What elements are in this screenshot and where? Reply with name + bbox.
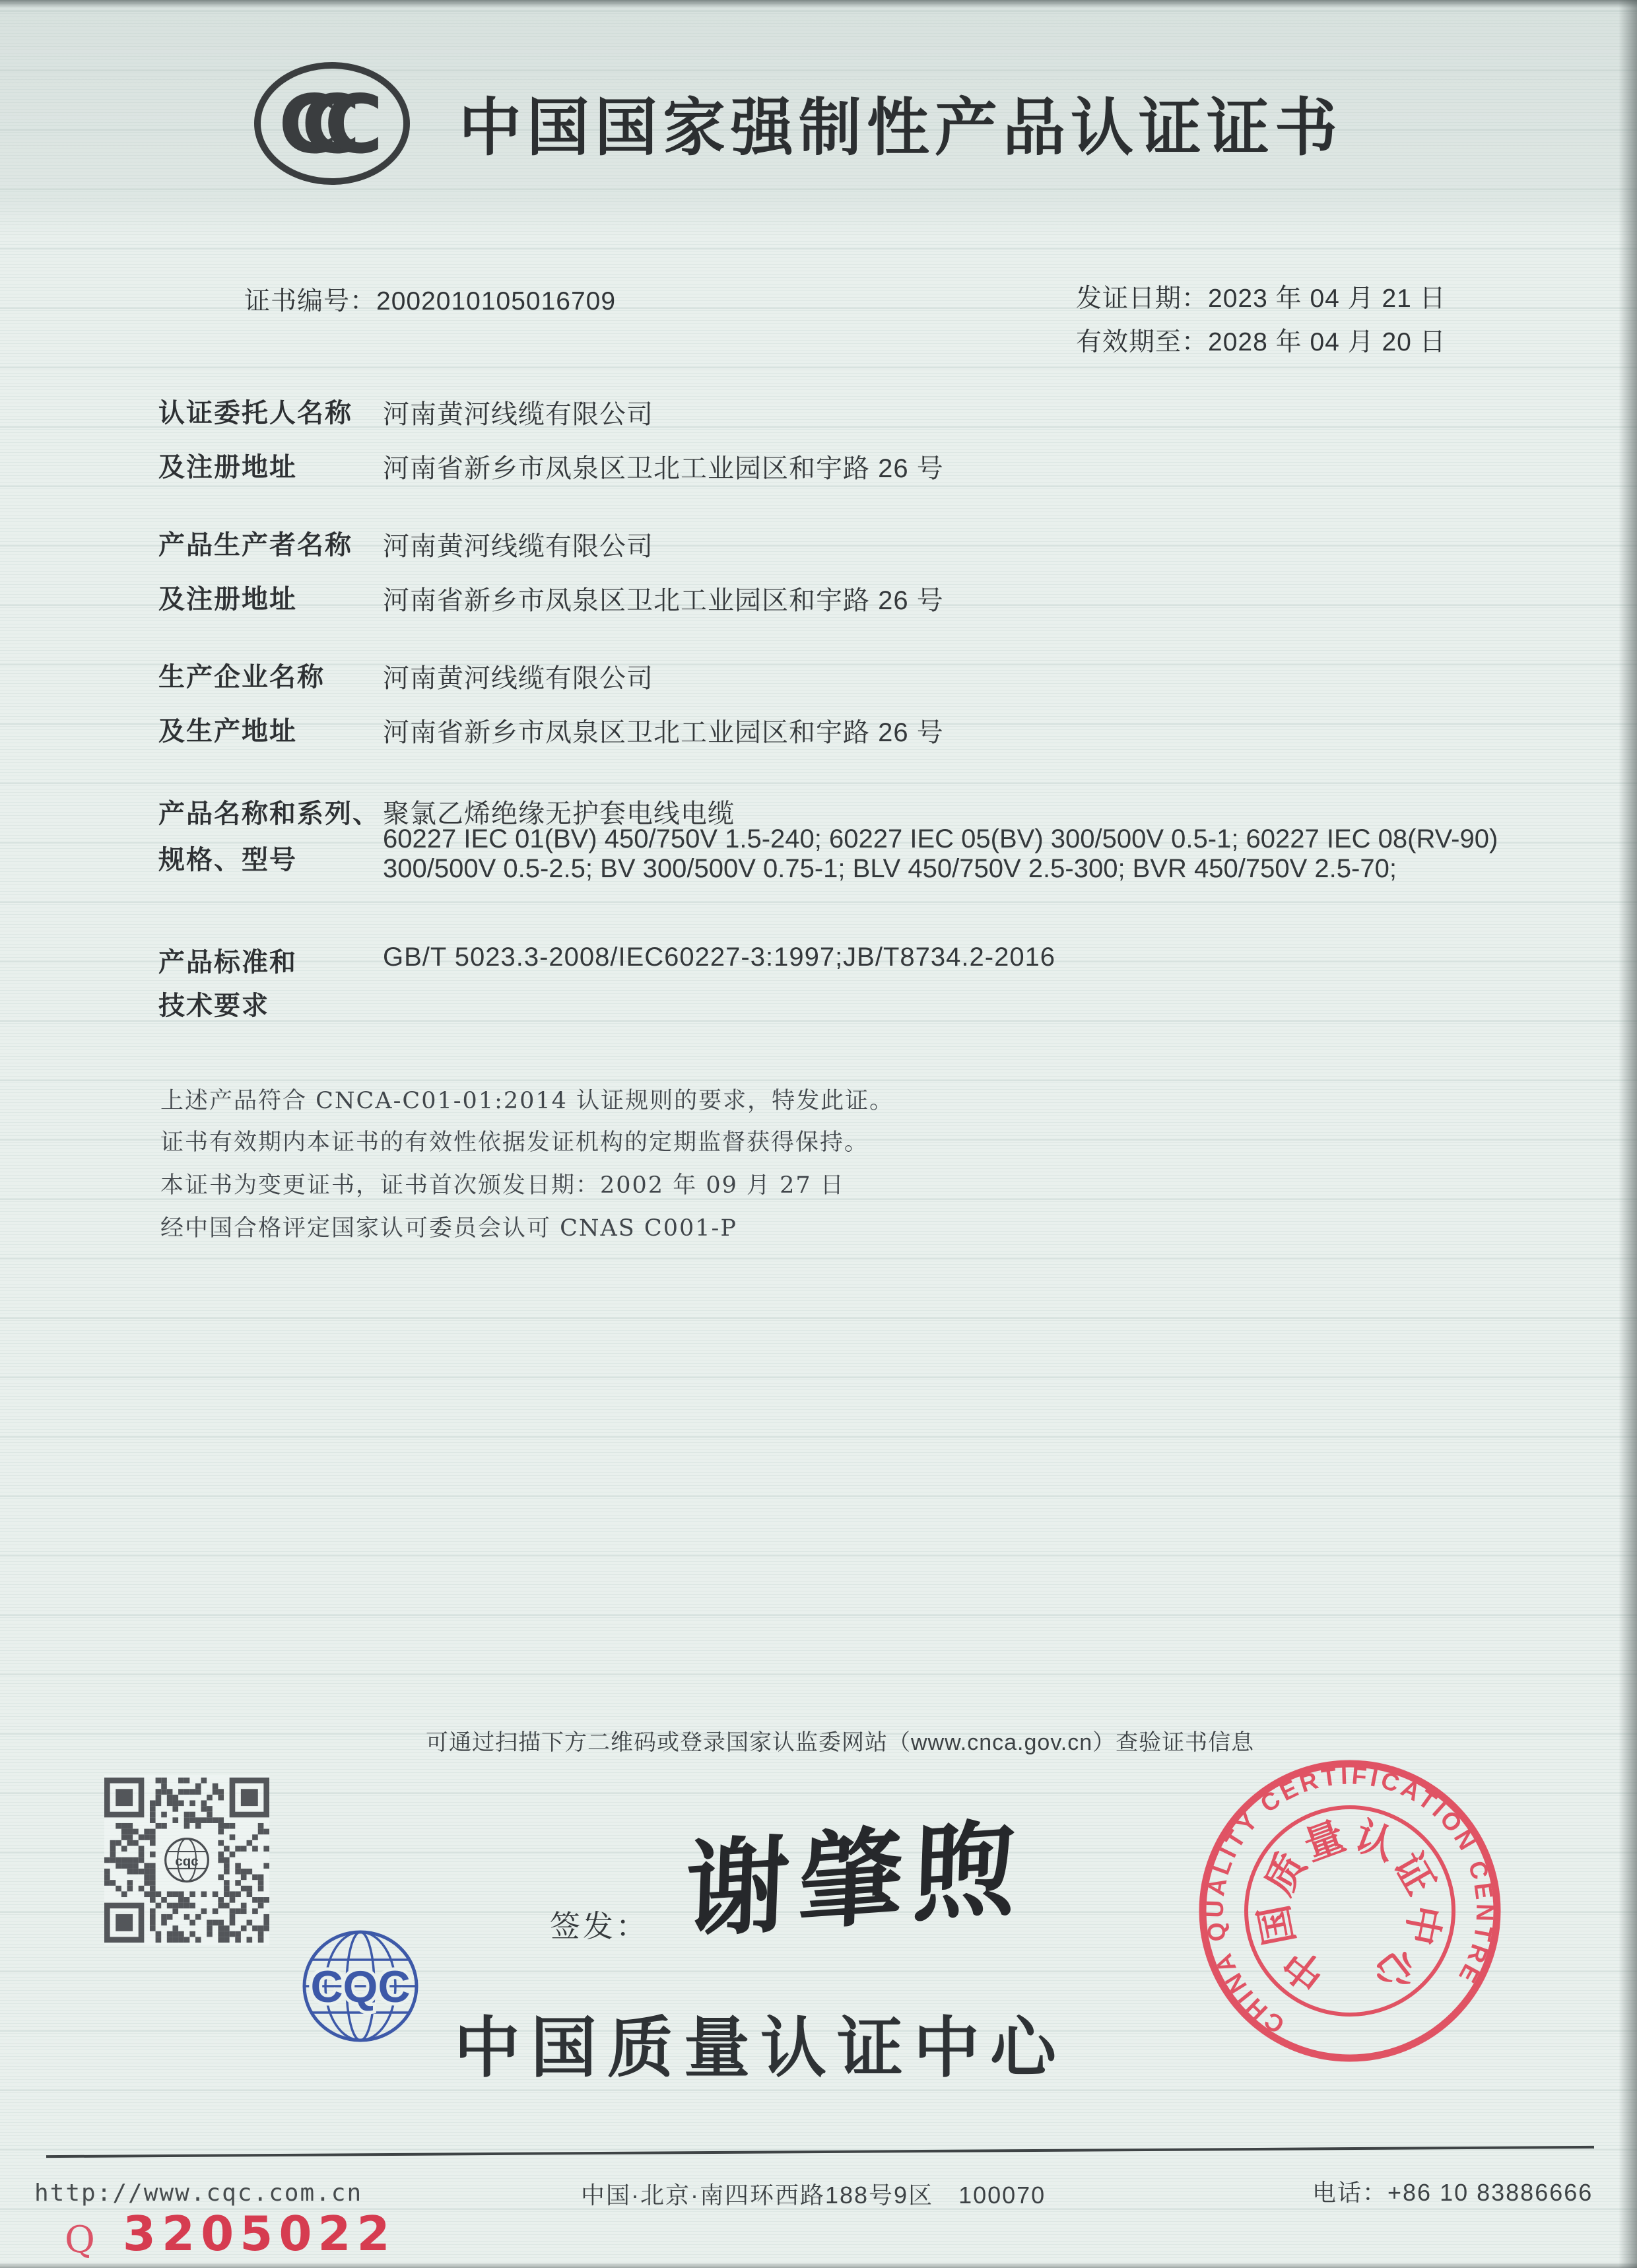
footer-divider xyxy=(46,2146,1594,2158)
statement-line-1: 上述产品符合 CNCA-C01-01:2014 认证规则的要求，特发此证。 xyxy=(160,1088,894,1114)
certificate-number: 2002010105016709 xyxy=(376,287,617,316)
product-name-value: 聚氯乙烯绝缘无护套电线电缆 xyxy=(383,799,735,828)
valid-until-row xyxy=(1076,321,1446,358)
applicant-name-label: 认证委托人名称 xyxy=(158,399,352,428)
serial-row xyxy=(65,2206,396,2261)
cqc-logo-icon xyxy=(300,1929,420,2044)
issue-date-row xyxy=(1076,278,1446,315)
statement-line-3: 本证书为变更证书，证书首次颁发日期：2002 年 09 月 27 日 xyxy=(160,1172,845,1199)
verify-note: 可通过扫描下方二维码或登录国家认监委网站（www.cnca.gov.cn）查验证书信息 xyxy=(426,1730,1255,1755)
producer-address-value: 河南省新乡市凤泉区卫北工业园区和宇路 26 号 xyxy=(383,586,944,615)
stamp-char: 证 xyxy=(1385,1846,1444,1902)
factory-address-label: 及生产地址 xyxy=(158,717,297,746)
statement-line-2: 证书有效期内本证书的有效性依据发证机构的定期监督获得保持。 xyxy=(160,1129,869,1156)
scan-edge-right xyxy=(1619,0,1637,2268)
certificate-number-row xyxy=(244,281,616,317)
qr-center-label: cqc xyxy=(175,1853,199,1869)
scan-edge-bottom xyxy=(0,2262,1637,2268)
applicant-address-label: 及注册地址 xyxy=(158,453,297,482)
ccc-logo-icon xyxy=(250,59,415,188)
factory-name-value: 河南黄河线缆有限公司 xyxy=(383,664,653,693)
stamp-char: 量 xyxy=(1298,1813,1351,1869)
stamp-text-cn xyxy=(1252,1814,1448,2000)
certificate-title: 中国国家强制性产品认证证书 xyxy=(459,93,1343,163)
product-name-label-line2: 规格、型号 xyxy=(158,846,297,875)
sign-label: 签发： xyxy=(550,1908,649,1944)
stamp-char: 中 xyxy=(1397,1901,1449,1949)
producer-name-label: 产品生产者名称 xyxy=(158,531,352,560)
stamp-char: 中 xyxy=(1275,1939,1334,1999)
valid-until-date: 2028 年 04 月 20 日 xyxy=(1208,328,1446,356)
qr-code xyxy=(104,1774,269,1946)
valid-until-label: 有效期至： xyxy=(1076,328,1209,356)
issue-date-label: 发证日期： xyxy=(1076,284,1209,313)
product-spec-line2: 300/500V 0.5-2.5; BV 300/500V 0.75-1; BLV 450/750V 2.5-300; BVR 450/750V 2.5-70; xyxy=(383,854,1397,883)
qr-center-cqc-globe-icon xyxy=(162,1835,211,1884)
stamp-char: 国 xyxy=(1251,1901,1303,1949)
producer-name-value: 河南黄河线缆有限公司 xyxy=(383,532,653,561)
applicant-address-value: 河南省新乡市凤泉区卫北工业园区和宇路 26 号 xyxy=(383,454,944,483)
product-spec-line1: 60227 IEC 01(BV) 450/750V 1.5-240; 60227 IEC 05(BV) 300/500V 0.5-1; 60227 IEC 08(RV-90) xyxy=(383,824,1498,853)
issue-date: 2023 年 04 月 21 日 xyxy=(1208,284,1446,313)
ccc-logo-letters: CCC xyxy=(279,78,347,172)
standard-label-line1: 产品标准和 xyxy=(158,948,297,977)
stamp-char: 认 xyxy=(1349,1813,1402,1869)
scan-edge-top xyxy=(0,0,1637,8)
stamp-text-en: CHINA QUALITY CERTIFICATION CENTRE xyxy=(1201,1762,1499,2039)
footer-url: http://www.cqc.com.cn xyxy=(34,2180,363,2207)
product-name-label-line1: 产品名称和系列、 xyxy=(158,799,380,828)
standard-value: GB/T 5023.3-2008/IEC60227-3:1997;JB/T8734.2-2016 xyxy=(383,943,1056,972)
footer-address: 中国·北京·南四环西路188号9区 100070 xyxy=(581,2182,1046,2209)
serial-prefix: Q xyxy=(65,2218,95,2261)
footer-phone: 电话：+86 10 83886666 xyxy=(1312,2179,1593,2206)
statement-line-4: 经中国合格评定国家认可委员会认可 CNAS C001-P xyxy=(160,1215,737,1242)
standard-label-line2: 技术要求 xyxy=(158,991,269,1020)
stamp-char: 质 xyxy=(1256,1846,1315,1902)
factory-name-label: 生产企业名称 xyxy=(158,663,325,692)
issuer-name: 中国质量认证中心 xyxy=(454,2011,1067,2085)
producer-address-label: 及注册地址 xyxy=(158,585,297,614)
stamp-char: 心 xyxy=(1366,1939,1425,1999)
signature-handwriting: 谢肇煦 xyxy=(683,1807,1028,1953)
applicant-name-value: 河南黄河线缆有限公司 xyxy=(383,400,653,429)
certificate-number-label: 证书编号： xyxy=(244,287,377,316)
factory-address-value: 河南省新乡市凤泉区卫北工业园区和宇路 26 号 xyxy=(383,718,944,747)
cqc-red-stamp xyxy=(1188,1746,1512,2076)
serial-number: 3205022 xyxy=(122,2206,396,2261)
cqc-logo-letters: CQC xyxy=(310,1962,411,2012)
